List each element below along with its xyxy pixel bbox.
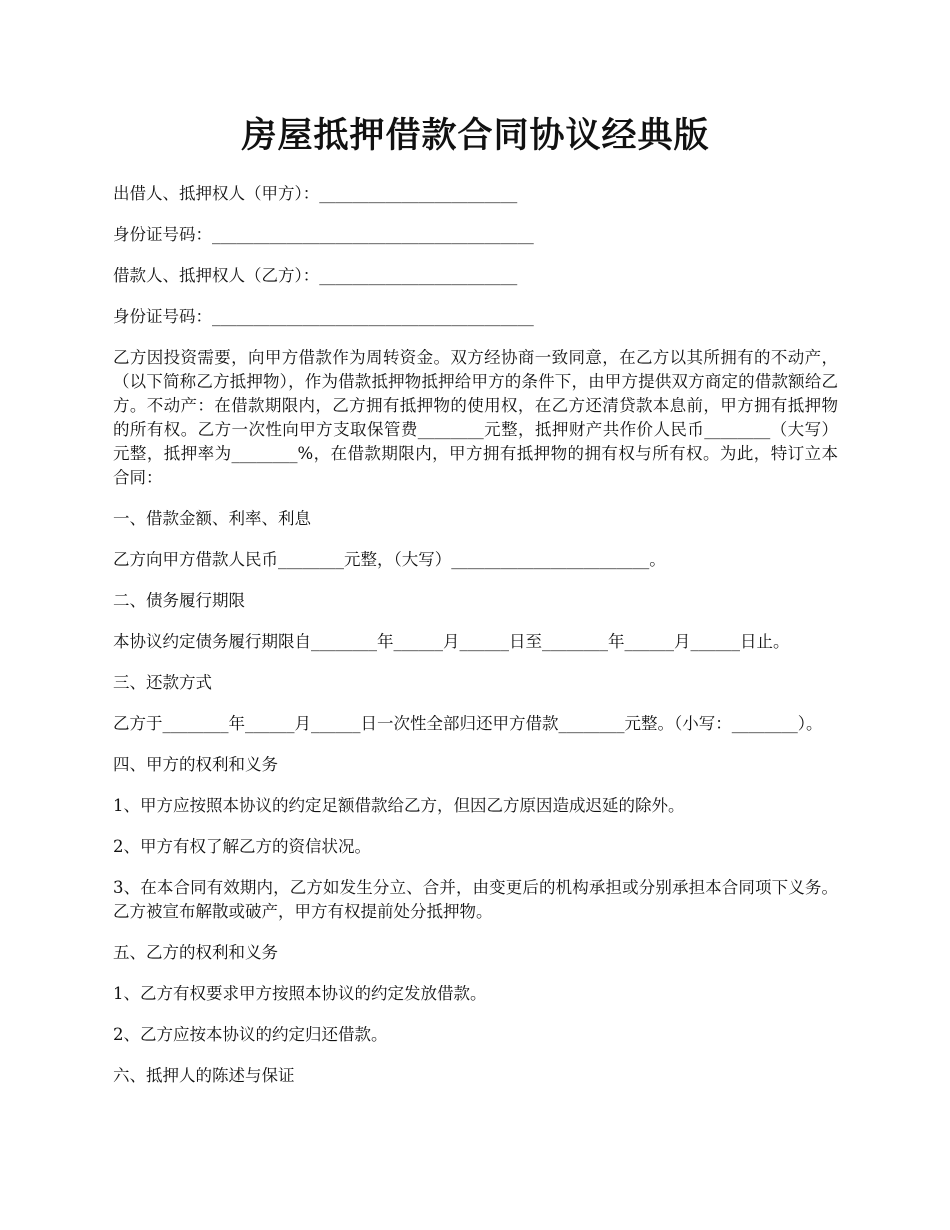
document-body (113, 182, 838, 1088)
section-1-heading: 一、借款金额、利率、利息 (113, 509, 311, 528)
section-3-heading: 三、还款方式 (113, 673, 212, 692)
section-5-item-1: 1、乙方有权要求甲方按照本协议的约定发放借款。 (113, 984, 487, 1003)
borrower-line: 借款人、抵押权人（乙方）：________________________ (113, 266, 518, 285)
section-1-text: 乙方向甲方借款人民币________元整，（大写）________________________。 (113, 550, 666, 569)
document-title: 房屋抵押借款合同协议经典版 (241, 115, 710, 156)
section-3-text: 乙方于________年______月______日一次性全部归还甲方借款________元整。（小写：________）。 (113, 714, 823, 733)
section-2-text: 本协议约定债务履行期限自________年______月______日至________年______月______日止。 (113, 632, 790, 651)
section-5-heading: 五、乙方的权利和义务 (113, 943, 278, 962)
section-2-heading: 二、债务履行期限 (113, 591, 245, 610)
section-4-item-1: 1、甲方应按照本协议的约定足额借款给乙方，但因乙方原因造成迟延的除外。 (113, 796, 685, 815)
preamble-paragraph: 乙方因投资需要，向甲方借款作为周转资金。双方经协商一致同意，在乙方以其所拥有的不动产，（以下简称乙方抵押物），作为借款抵押物抵押给甲方的条件下，由甲方提供双方商定的借款额给乙方。不动产：在借款期限内，乙方拥有抵押物的使用权，在乙方还清贷款本息前，甲方拥有抵押物的所有权。乙方一次性向甲方支取保管费________元整，抵押财产共作价人民币________（大写）元整，抵押率为________%，在借款期限内，甲方拥有抵押物的拥有权与所有权。为此，特订立本合同： (113, 348, 838, 487)
lender-line: 出借人、抵押权人（甲方）：________________________ (113, 184, 518, 203)
section-4-heading: 四、甲方的权利和义务 (113, 755, 278, 774)
section-4-item-2: 2、甲方有权了解乙方的资信状况。 (113, 837, 371, 856)
lender-id-line: 身份证号码：_______________________________________ (113, 225, 534, 244)
section-4-item-3: 3、在本合同有效期内，乙方如发生分立、合并，由变更后的机构承担或分别承担本合同项下义务。乙方被宣布解散或破产，甲方有权提前处分抵押物。 (113, 878, 838, 921)
section-6-heading: 六、抵押人的陈述与保证 (113, 1066, 295, 1085)
section-5-item-2: 2、乙方应按本协议的约定归还借款。 (113, 1025, 388, 1044)
borrower-id-line: 身份证号码：_______________________________________ (113, 307, 534, 326)
